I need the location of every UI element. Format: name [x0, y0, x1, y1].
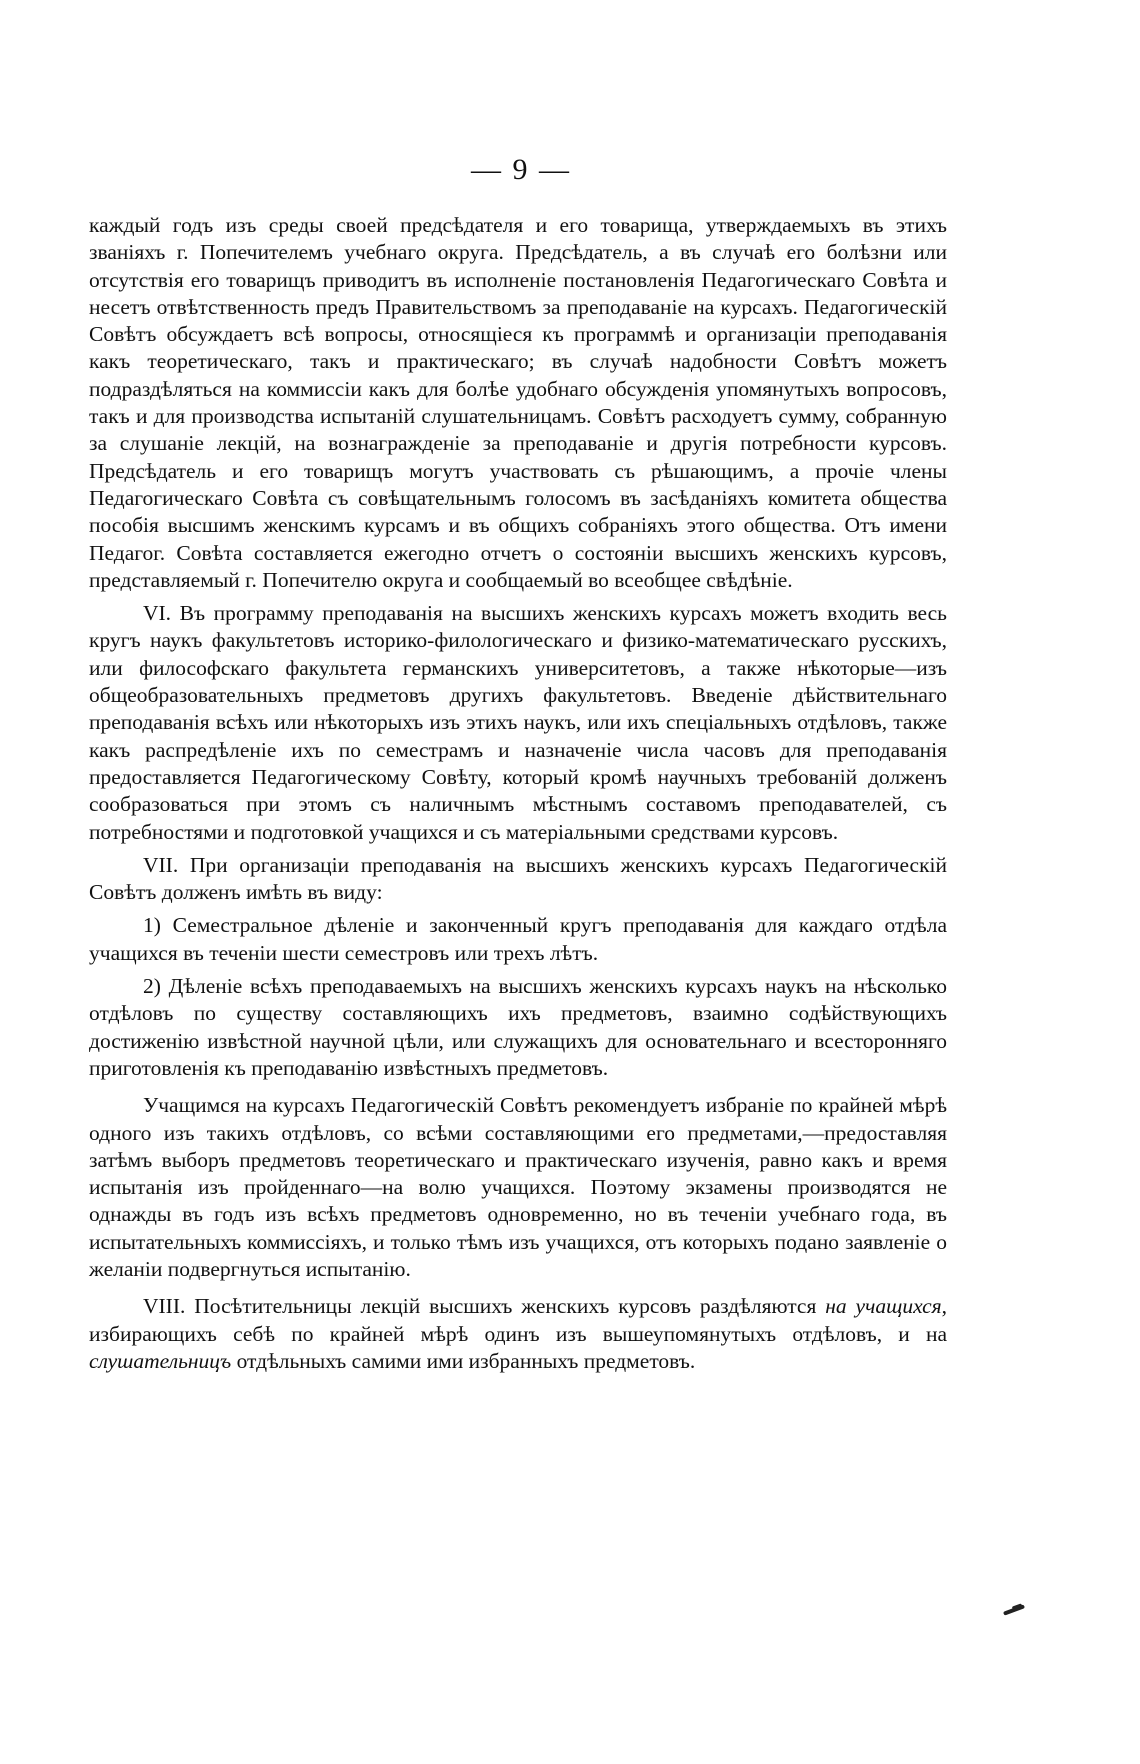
paragraph-section-vii: VII. При организаціи преподаванія на высшихъ женскихъ курсахъ Педагогическій Совѣтъ долженъ имѣть въ виду: — [89, 852, 947, 905]
list-item-2: 2) Дѣленіе всѣхъ преподаваемыхъ на высшихъ женскихъ курсахъ наукъ на нѣсколько отдѣловъ по существу составляющихъ ихъ предметовъ, взаимно содѣйствующихъ достиженію извѣстной научной цѣли, или служащихъ для основательнаго и всесторонняго приготовленія къ преподаванію извѣстныхъ предметовъ. — [89, 974, 947, 1080]
page-number: — 9 — — [471, 153, 571, 186]
paragraph-section-viii — [89, 1293, 947, 1375]
section-viii-text-1: VIII. Посѣтительницы лекцій высшихъ женскихъ курсовъ раздѣляются — [143, 1294, 826, 1319]
paragraph-students-recommendation: Учащимся на курсахъ Педагогическій Совѣтъ рекомендуетъ избраніе по крайней мѣрѣ одного изъ такихъ отдѣловъ, со всѣми составляющими его предметами,—предоставляя затѣмъ выборъ предметовъ теоретическаго и практическаго изученія, равно какъ и время испытанія изъ пройденнаго—на волю учащихся. Поэтому экзамены производятся не однажды въ годъ изъ всѣхъ предметовъ одновременно, но въ теченіи учебнаго года, въ испытательныхъ коммиссіяхъ, и только тѣмъ изъ учащихся, отъ которыхъ подано заявленіе о желаніи подвергнуться испытанію. — [89, 1093, 947, 1281]
section-viii-text-3: отдѣльныхъ самими ими избранныхъ предметовъ. — [231, 1348, 696, 1373]
paragraph-pedagogical-council: каждый годъ изъ среды своей предсѣдателя и его товарища, утверждаемыхъ въ этихъ званіяхъ г. Попечителемъ учебнаго округа. Предсѣдатель, а въ случаѣ его болѣзни или отсутствія его товарищъ приводитъ въ исполненіе постановленія Педагогическаго Совѣта и несетъ отвѣтственность предъ Правительствомъ за преподаваніе на курсахъ. Педагогическій Совѣтъ обсуждаетъ всѣ вопросы, относящіеся къ программѣ и организаціи преподаванія какъ теоретическаго, такъ и практическаго; въ случаѣ надобности Совѣтъ можетъ подраздѣляться на коммиссіи какъ для болѣе удобнаго обсужденія упомянутыхъ вопросовъ, такъ и для производства испытаній слушательницамъ. Совѣтъ расходуетъ сумму, собранную за слушаніе лекцій, на вознагражденіе за преподаваніе и другія потребности курсовъ. Предсѣдатель и его товарищъ могутъ участвовать съ рѣшающимъ, а прочіе члены Педагогическаго Совѣта съ совѣщательнымъ голосомъ въ засѣданіяхъ комитета общества пособія высшимъ женскимъ курсамъ и въ общихъ собраніяхъ этого общества. Отъ имени Педагог. Совѣта составляется ежегодно отчетъ о состояніи высшихъ женскихъ курсовъ, представляемый г. Попечителю округа и сообщаемый во всеобщее свѣдѣніе. — [89, 213, 947, 592]
section-viii-emphasis-listeners: слушательницъ — [89, 1348, 232, 1373]
document-page — [89, 150, 947, 1375]
section-viii-text-2: , избирающихъ себѣ по крайней мѣрѣ одинъ изъ вышеупомянутыхъ отдѣловъ, и на — [89, 1294, 947, 1346]
list-item-1: 1) Семестральное дѣленіе и законченный кругъ преподаванія для каждаго отдѣла учащихся въ теченіи шести семестровъ или трехъ лѣтъ. — [89, 913, 947, 965]
paragraph-section-vi: VI. Въ программу преподаванія на высшихъ женскихъ курсахъ можетъ входить весь кругъ наукъ факультетовъ историко-филологическаго и физико-математическаго русскихъ, или философскаго факультета германскихъ университетовъ, а также нѣкоторые—изъ общеобразовательныхъ предметовъ другихъ факультетовъ. Введеніе дѣйствительнаго преподаванія всѣхъ или нѣкоторыхъ изъ этихъ наукъ, или ихъ спеціальныхъ отдѣловъ, также какъ распредѣленіе ихъ по семестрамъ и назначеніе числа часовъ для преподаванія предоставляется Педагогическому Совѣту, который кромѣ научныхъ требованій долженъ сообразоваться при этомъ съ наличнымъ мѣстнымъ составомъ преподавателей, съ потребностями и подготовкой учащихся и съ матеріальными средствами курсовъ. — [89, 601, 947, 844]
section-viii-emphasis-students: на учащихся — [825, 1294, 942, 1319]
